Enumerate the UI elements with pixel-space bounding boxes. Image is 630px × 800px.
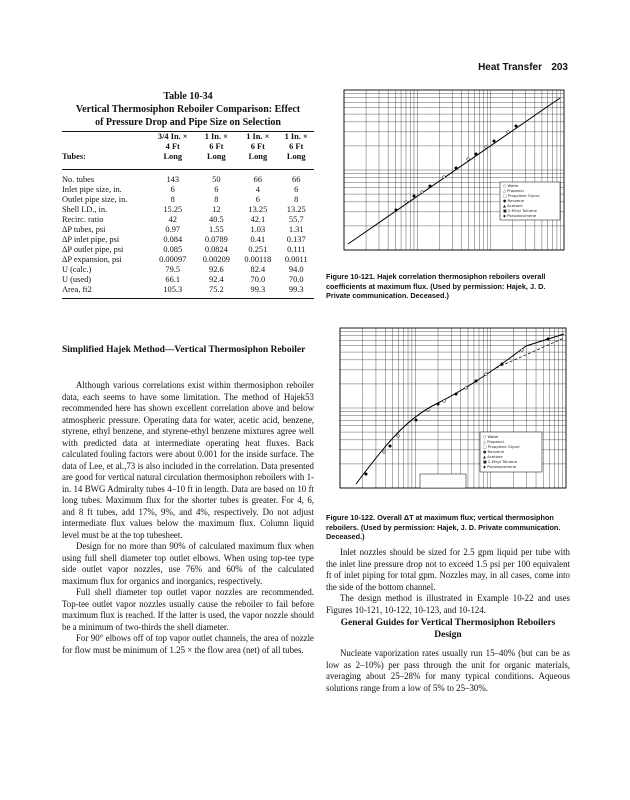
legend-entry: ● Benzene — [503, 198, 524, 203]
data-point — [547, 338, 550, 341]
cell-value: 0.084 — [163, 235, 183, 244]
cell-value: 0.111 — [287, 245, 306, 254]
data-point — [443, 176, 446, 179]
cell-value: 143 — [166, 175, 180, 184]
table-title-line1: Vertical Thermosiphon Reboiler Comparison: Effect — [75, 104, 301, 115]
legend-entry: ◆ Pseudocumene — [503, 213, 537, 218]
row-label: ΔP tubes, psi — [62, 225, 106, 234]
data-point — [421, 191, 424, 194]
legend-entry: △ Propanol — [483, 439, 504, 444]
paragraph: Design for no more than 90% of calculated maximum flux when using full shell diameter top outlet elbows. When using top-tee type side outlet vapor nozzles, use 76% and 60% of the calculated maximum flux for organics and inorganics, respectively. — [62, 541, 314, 586]
figure-10-122-chart — [326, 324, 570, 506]
row-label: ΔP outlet pipe, psi — [62, 245, 124, 254]
paragraph: For 90° elbows off of top vapor outlet channels, the area of nozzle for flow must be minimum of 1.25 × the flow area (net) of all tubes. — [62, 633, 314, 655]
cell-value: 99.3 — [288, 285, 304, 294]
cell-value: 6 — [170, 185, 175, 194]
cell-value: 1.55 — [209, 225, 224, 234]
legend-entry: ◆ Pseudocumene — [483, 464, 517, 469]
cell-value: 1.03 — [250, 225, 266, 234]
legend-entry: ■ 2-Ethyl Toluene — [483, 459, 517, 464]
cell-value: 0.0824 — [204, 245, 228, 254]
cell-value: 79.5 — [165, 265, 181, 274]
table-number: Table 10-34 — [163, 91, 213, 102]
data-point — [395, 209, 398, 212]
dashed-curve — [496, 338, 564, 368]
cell-value: 40.5 — [209, 215, 224, 224]
cell-value: 6 — [294, 185, 299, 194]
data-point — [427, 409, 430, 412]
col-header-l3: Long — [286, 152, 306, 161]
col-header-l3: Long — [248, 152, 268, 161]
data-point — [437, 403, 440, 406]
cell-value: 0.085 — [163, 245, 183, 254]
col-header-l2: 4 Ft — [165, 142, 180, 151]
figure-10-121-caption: Figure 10-121. Hajek correlation thermosiphon reboilers overall coefficients at maximum flux. (Used by permission: Hajek, J. D. Private communication. Deceased.) — [326, 272, 546, 300]
data-point — [455, 393, 458, 396]
comparison-table — [62, 132, 314, 299]
correlation-line — [348, 98, 560, 244]
cell-value: 0.41 — [250, 235, 266, 244]
data-point — [485, 146, 488, 149]
table-row — [62, 275, 314, 285]
table-row — [62, 255, 314, 265]
cell-value: 66 — [292, 175, 301, 184]
cell-value: 0.97 — [165, 225, 181, 234]
data-point — [415, 419, 418, 422]
paragraph: Full shell diameter top outlet vapor nozzles are recommended. Top-tee outlet vapor nozzles usually cause the reboiler to fail before maximum flux is reached. If the latter is used, the vapor nozzle should be a minimum of two-thirds the shell diameter. — [62, 587, 314, 632]
cell-value: 55.7 — [288, 215, 304, 224]
cell-value: 42.1 — [250, 215, 266, 224]
cell-value: 75.2 — [209, 285, 224, 294]
legend-entry: ○ Water — [503, 183, 519, 188]
data-point — [383, 451, 386, 454]
row-label: U (used) — [62, 275, 92, 284]
table-title-line2: of Pressure Drop and Pipe Size on Selection — [95, 117, 281, 128]
legend-entry: ▲ Acetone — [503, 203, 523, 208]
cell-value: 66 — [253, 175, 263, 184]
data-point — [507, 131, 510, 134]
row-label-header: Tubes: — [62, 152, 86, 161]
row-label: Area, ft2 — [62, 285, 92, 294]
cell-value: 6 — [255, 195, 260, 204]
cell-value: 70.0 — [288, 275, 304, 284]
general-guides-title: General Guides for Vertical Thermosiphon Reboilers Design — [340, 618, 556, 640]
cell-value: 92.6 — [209, 265, 224, 274]
legend-entry: □ Propylene Glycol — [503, 193, 540, 198]
row-label: Recirc. ratio — [62, 215, 104, 224]
paragraph: The design method is illustrated in Example 10-22 and uses Figures 10-121, 10-122, 10-123, and 10-124. — [326, 593, 570, 615]
cell-value: 42 — [168, 215, 177, 224]
table-header-row — [62, 142, 314, 152]
col-header-l1: 1 In. × — [246, 132, 270, 141]
table-header-blank — [62, 132, 150, 142]
legend-entry: ▲ Acetone — [483, 454, 503, 459]
col-header-l3: Long — [163, 152, 183, 161]
cell-value: 12 — [212, 205, 221, 214]
figure-10-121-chart — [326, 86, 570, 266]
data-point — [413, 195, 416, 198]
cell-value: 8 — [294, 195, 299, 204]
cell-value: 0.00097 — [159, 255, 187, 264]
axis-label-box — [420, 474, 466, 488]
col-header-l3: Long — [207, 152, 226, 161]
cell-value: 13.25 — [286, 205, 306, 214]
data-point — [515, 125, 518, 128]
cell-value: 6 — [214, 185, 219, 194]
data-point — [429, 185, 432, 188]
data-point — [443, 400, 446, 403]
row-label: ΔP inlet pipe, psi — [62, 235, 120, 244]
cell-value: 92.4 — [209, 275, 224, 284]
row-label: Inlet pipe size, in. — [62, 185, 122, 194]
cell-value: 8 — [170, 195, 175, 204]
row-label: ΔP expansion, psi — [62, 255, 122, 264]
cell-value: 0.0789 — [204, 235, 228, 244]
table-header-row — [62, 152, 314, 162]
table-row — [62, 205, 314, 215]
legend-box — [480, 432, 542, 472]
right-column-text — [326, 547, 570, 616]
data-point — [405, 201, 408, 204]
table-row — [62, 185, 314, 195]
legend-entry: □ Propylene Glycol — [483, 444, 520, 449]
row-label: U (calc.) — [62, 265, 92, 274]
cell-value: 82.4 — [250, 265, 266, 274]
table-row — [62, 215, 314, 225]
left-column-text — [62, 380, 314, 656]
cell-value: 13.25 — [248, 205, 268, 214]
table-header-row — [62, 132, 314, 142]
data-point — [521, 349, 524, 352]
data-point — [493, 140, 496, 143]
table-row — [62, 175, 314, 185]
legend-entry: ● Benzene — [483, 449, 504, 454]
data-point — [389, 445, 392, 448]
data-point — [455, 167, 458, 170]
row-label: No. tubes — [62, 175, 95, 184]
right-column-text-2 — [326, 648, 570, 694]
cell-value: 70.0 — [250, 275, 266, 284]
cell-value: 105.3 — [163, 285, 183, 294]
legend-entry: ○ Water — [483, 434, 499, 439]
cell-value: 4 — [255, 185, 260, 194]
figure-10-122-caption: Figure 10-122. Overall ΔT at maximum flux; vertical thermosiphon reboilers. (Used by permission: Hajek, J. D. Private communication. Deceased.) — [326, 513, 561, 541]
paragraph: Nucleate vaporization rates usually run 15–40% (but can be as low as 2–10%) per pass through the unit for organic materials, averaging about 25–28% for many typical conditions. Aqueous solutions range from a low of 5% to 25–30%. — [326, 648, 570, 693]
table-row — [62, 195, 314, 205]
cell-value: 0.00118 — [244, 255, 272, 264]
data-point — [465, 387, 468, 390]
legend-box — [500, 182, 560, 220]
col-header-l2: 6 Ft — [289, 142, 304, 151]
paragraph: Inlet nozzles should be sized for 2.5 gpm liquid per tube with the inlet line pressure drop not to exceed 1.5 psi per 100 equivalent ft of inlet piping for total gpm. Nozzles may, in all cases, come into the side of the bottom channel. — [326, 547, 570, 592]
cell-value: 94.0 — [288, 265, 304, 274]
legend-entry: △ Propanol — [503, 188, 524, 193]
legend-entry: ■ 2-Ethyl Toluene — [503, 208, 537, 213]
page-number: 203 — [551, 62, 568, 73]
data-point — [475, 153, 478, 156]
data-point — [365, 473, 368, 476]
table-row — [62, 285, 314, 295]
cell-value: 1.31 — [288, 225, 304, 234]
paragraph: Although various correlations exist within thermosiphon reboiler data, each seems to have some limitation. The method of Hajek53 recommended here has shown excellent correlation above and below atmospheric pressure. Operating data for water, acetic acid, benzene, styrene, ethyl benzene, and styrene-ethyl benzene mixtures agree well with predicted data at intermediate operating heat fluxes. Back calculated fouling factors were about 0.001 for the inside surface. The data of Lee, et al.,73 is also included in the correlation. Data presented are good for vertical natural circulation thermosiphon reboilers with 1-in. 14 BWG Admiralty tubes 4–10 ft in length. Data are based on 10 ft long tubes. Maximum flux for the shorter tubes is greater. For 4, 6, and 8 ft tubes, add 17%, 9%, and 4%, respectively. Do not adjust intermediate flux values below the maximum flux. Column liquid level must be at the top tubesheet. — [62, 380, 314, 540]
section-title: Simplified Hajek Method—Vertical Thermosiphon Reboiler — [62, 345, 306, 355]
data-point — [467, 158, 470, 161]
cell-value: 50 — [212, 175, 221, 184]
table-row — [62, 265, 314, 275]
table-row — [62, 235, 314, 245]
cell-value: 0.137 — [286, 235, 306, 244]
data-point — [501, 363, 504, 366]
table-row — [62, 245, 314, 255]
data-point — [475, 380, 478, 383]
cell-value: 0.0011 — [284, 255, 308, 264]
table-row — [62, 225, 314, 235]
col-header-l1: 1 In. × — [284, 132, 308, 141]
col-header-l2: 6 Ft — [209, 142, 224, 151]
cell-value: 0.00209 — [202, 255, 230, 264]
cell-value: 66.1 — [165, 275, 181, 284]
col-header-l1: 1 In. × — [204, 132, 228, 141]
data-point — [397, 435, 400, 438]
cell-value: 15.25 — [163, 205, 183, 214]
running-header: Heat Transfer — [478, 62, 542, 73]
cell-value: 99.3 — [250, 285, 266, 294]
col-header-l1: 3/4 In. × — [157, 132, 188, 141]
table-header-blank — [62, 142, 150, 152]
cell-value: 8 — [214, 195, 219, 204]
row-label: Shell I.D., in. — [62, 205, 108, 214]
data-point — [485, 373, 488, 376]
cell-value: 0.251 — [248, 245, 268, 254]
col-header-l2: 6 Ft — [250, 142, 265, 151]
row-label: Outlet pipe size, in. — [62, 195, 128, 204]
